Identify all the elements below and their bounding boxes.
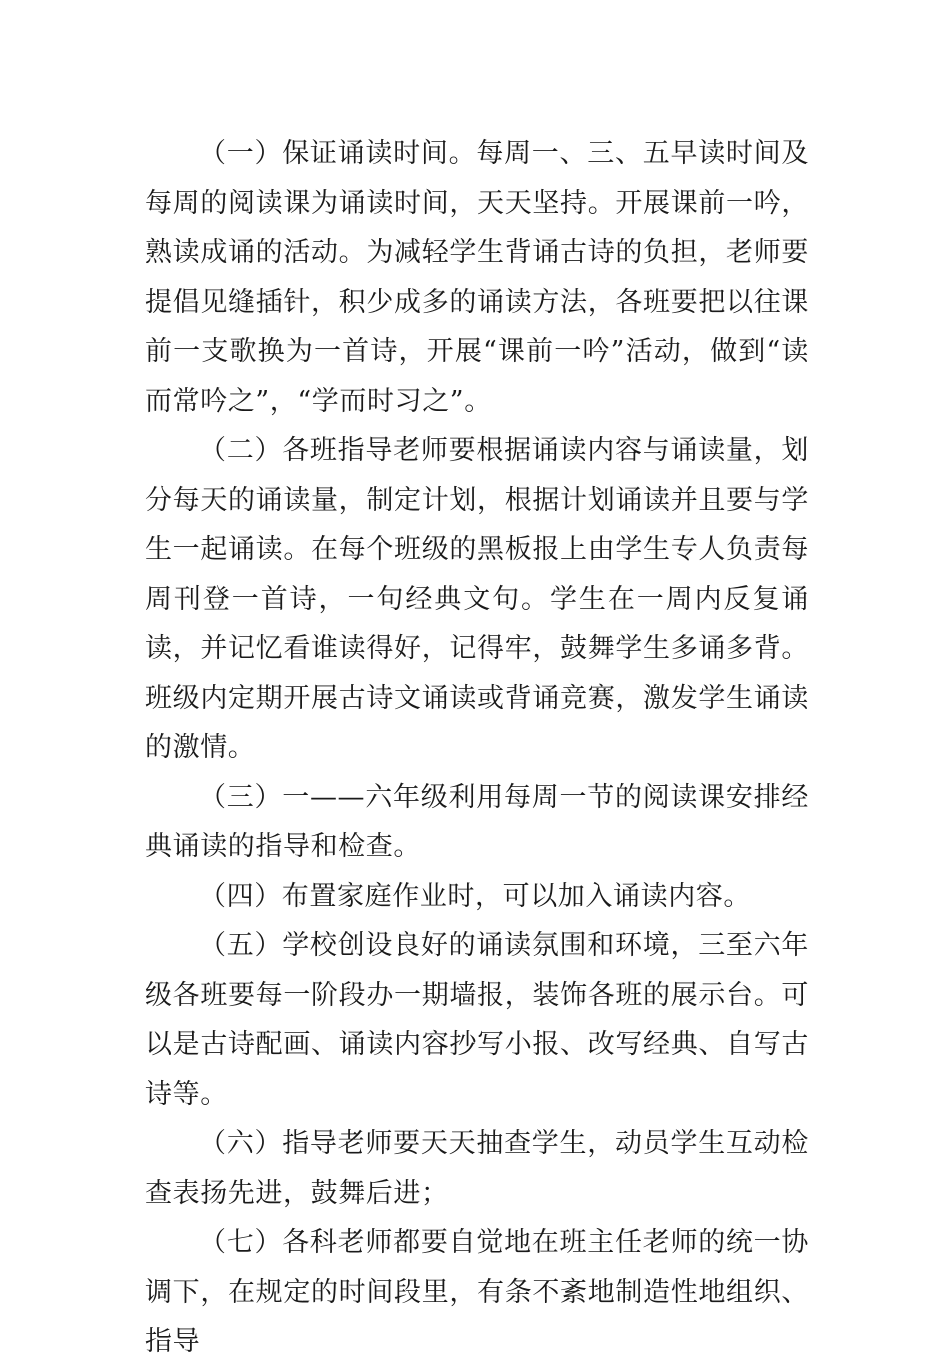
paragraph-2: （二）各班指导老师要根据诵读内容与诵读量，划分每天的诵读量，制定计划，根据计划诵读并且要与学生一起诵读。在每个班级的黑板报上由学生专人负责每周刊登一首诗，一句经典文句。学生在一周内反复诵读，并记忆看谁读得好，记得牢，鼓舞学生多诵多背。班级内定期开展古诗文诵读或背诵竞赛，激发学生诵读的激情。 xyxy=(145,435,809,763)
paragraph-6: （六）指导老师要天天抽查学生，动员学生互动检查表扬先进，鼓舞后进； xyxy=(145,1128,809,1209)
paragraph-1: （一）保证诵读时间。每周一、三、五早读时间及每周的阅读课为诵读时间，天天坚持。开展课前一吟，熟读成诵的活动。为减轻学生背诵古诗的负担，老师要提倡见缝插针，积少成多的诵读方法，各班要把以往课前一支歌换为一首诗，开展“课前一吟”活动，做到“读而常吟之”，“学而时习之”。 xyxy=(145,138,809,417)
paragraph-5: （五）学校创设良好的诵读氛围和环境，三至六年级各班要每一阶段办一期墙报，装饰各班的展示台。可以是古诗配画、诵读内容抄写小报、改写经典、自写古诗等。 xyxy=(145,930,809,1110)
paragraph-3: （三）一——六年级利用每周一节的阅读课安排经典诵读的指导和检查。 xyxy=(145,781,809,862)
paragraph-7: （七）各科老师都要自觉地在班主任老师的统一协调下，在规定的时间段里，有条不紊地制造性地组织、指导 xyxy=(145,1227,809,1357)
paragraph-4: （四）布置家庭作业时，可以加入诵读内容。 xyxy=(199,880,751,912)
document-body xyxy=(145,129,809,1367)
